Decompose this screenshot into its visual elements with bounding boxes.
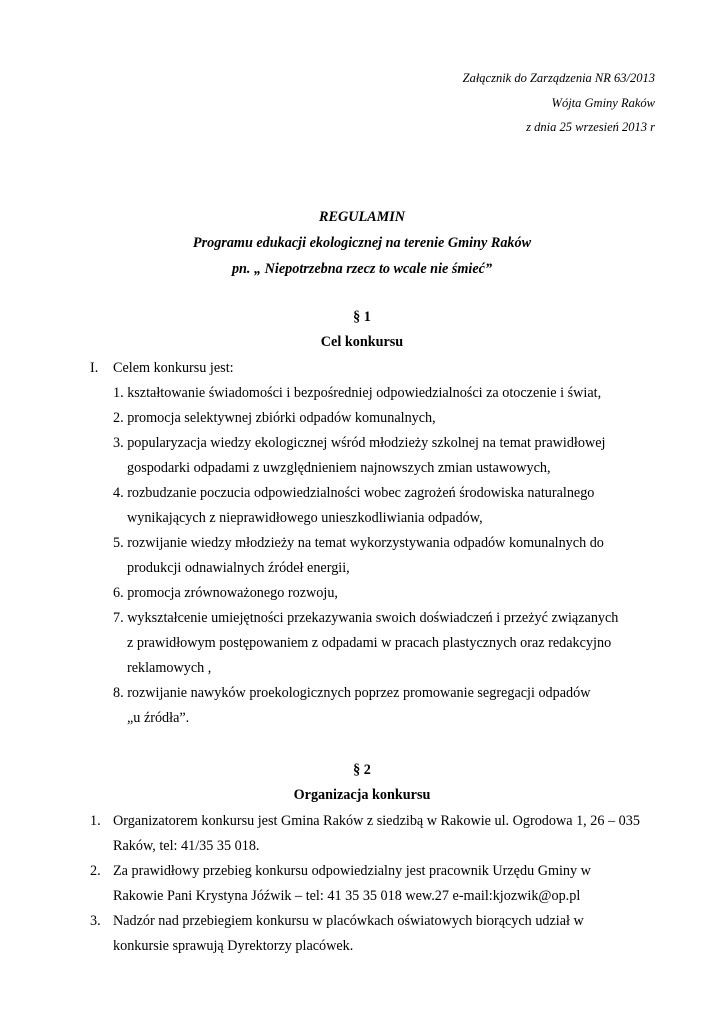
list-item: 8. rozwijanie nawyków proekologicznych poprzez promowanie segregacji odpadów [113, 685, 591, 701]
list-item-continuation: reklamowych , [127, 660, 212, 676]
list-item: Nadzór nad przebiegiem konkursu w placówkach oświatowych biorących udział w [113, 913, 584, 929]
header-line-2: Wójta Gminy Raków [551, 95, 655, 110]
section-1-heading: Cel konkursu [320, 334, 404, 350]
list-item: 5. rozwijanie wiedzy młodzieży na temat wykorzystywania odpadów komunalnych do [113, 535, 604, 551]
list-item: 3. popularyzacja wiedzy ekologicznej wśród młodzieży szkolnej na temat prawidłowej [113, 435, 606, 451]
list-item-continuation: gospodarki odpadami z uwzględnieniem najnowszych zmian ustawowych, [127, 460, 551, 476]
section-2-number: § 2 [353, 762, 371, 778]
list-item-continuation: produkcji odnawialnych źródeł energii, [127, 560, 350, 576]
list-item-continuation: Raków, tel: 41/35 35 018. [113, 838, 260, 854]
list-item-continuation: wynikających z nieprawidłowego unieszkodliwiania odpadów, [127, 510, 483, 526]
list-item: 1. kształtowanie świadomości i bezpośredniej odpowiedzialności za otoczenie i świat, [113, 385, 602, 401]
list-item: 2. promocja selektywnej zbiórki odpadów komunalnych, [113, 410, 436, 426]
section-1-intro: Celem konkursu jest: [113, 360, 234, 376]
list-item-continuation: z prawidłowym postępowaniem z odpadami w pracach plastycznych oraz redakcyjno [127, 635, 612, 651]
attachment-header [463, 66, 655, 140]
section-1-number: § 1 [353, 309, 371, 325]
list-item: Za prawidłowy przebieg konkursu odpowiedzialny jest pracownik Urzędu Gminy w [113, 863, 591, 879]
title-line-1: REGULAMIN [319, 209, 405, 225]
list-item-continuation: konkursie sprawują Dyrektorzy placówek. [113, 938, 354, 954]
list-item: 4. rozbudzanie poczucia odpowiedzialności wobec zagrożeń środowiska naturalnego [113, 485, 595, 501]
section-1-roman-numeral: I. [90, 360, 99, 376]
list-item-number: 3. [90, 913, 101, 929]
section-2-heading: Organizacja konkursu [293, 787, 431, 803]
list-item-continuation: „u źródła”. [127, 710, 190, 726]
list-item: Organizatorem konkursu jest Gmina Raków z siedzibą w Rakowie ul. Ogrodowa 1, 26 – 035 [113, 813, 640, 829]
list-item-number: 1. [90, 813, 101, 829]
list-item-number: 2. [90, 863, 101, 879]
list-item: 6. promocja zrównoważonego rozwoju, [113, 585, 338, 601]
list-item: 7. wykształcenie umiejętności przekazywania swoich doświadczeń i przeżyć związanych [113, 610, 619, 626]
header-line-1: Załącznik do Zarządzenia NR 63/2013 [462, 71, 655, 85]
title-line-3: pn. „ Niepotrzebna rzecz to wcale nie śmieć” [231, 261, 493, 277]
title-line-2: Programu edukacji ekologicznej na terenie Gminy Raków [192, 235, 532, 251]
header-line-3: z dnia 25 wrzesień 2013 r [526, 120, 655, 134]
document-title [0, 204, 724, 282]
list-item-continuation: Rakowie Pani Krystyna Jóźwik – tel: 41 35 35 018 wew.27 e-mail:kjozwik@op.pl [113, 888, 581, 904]
